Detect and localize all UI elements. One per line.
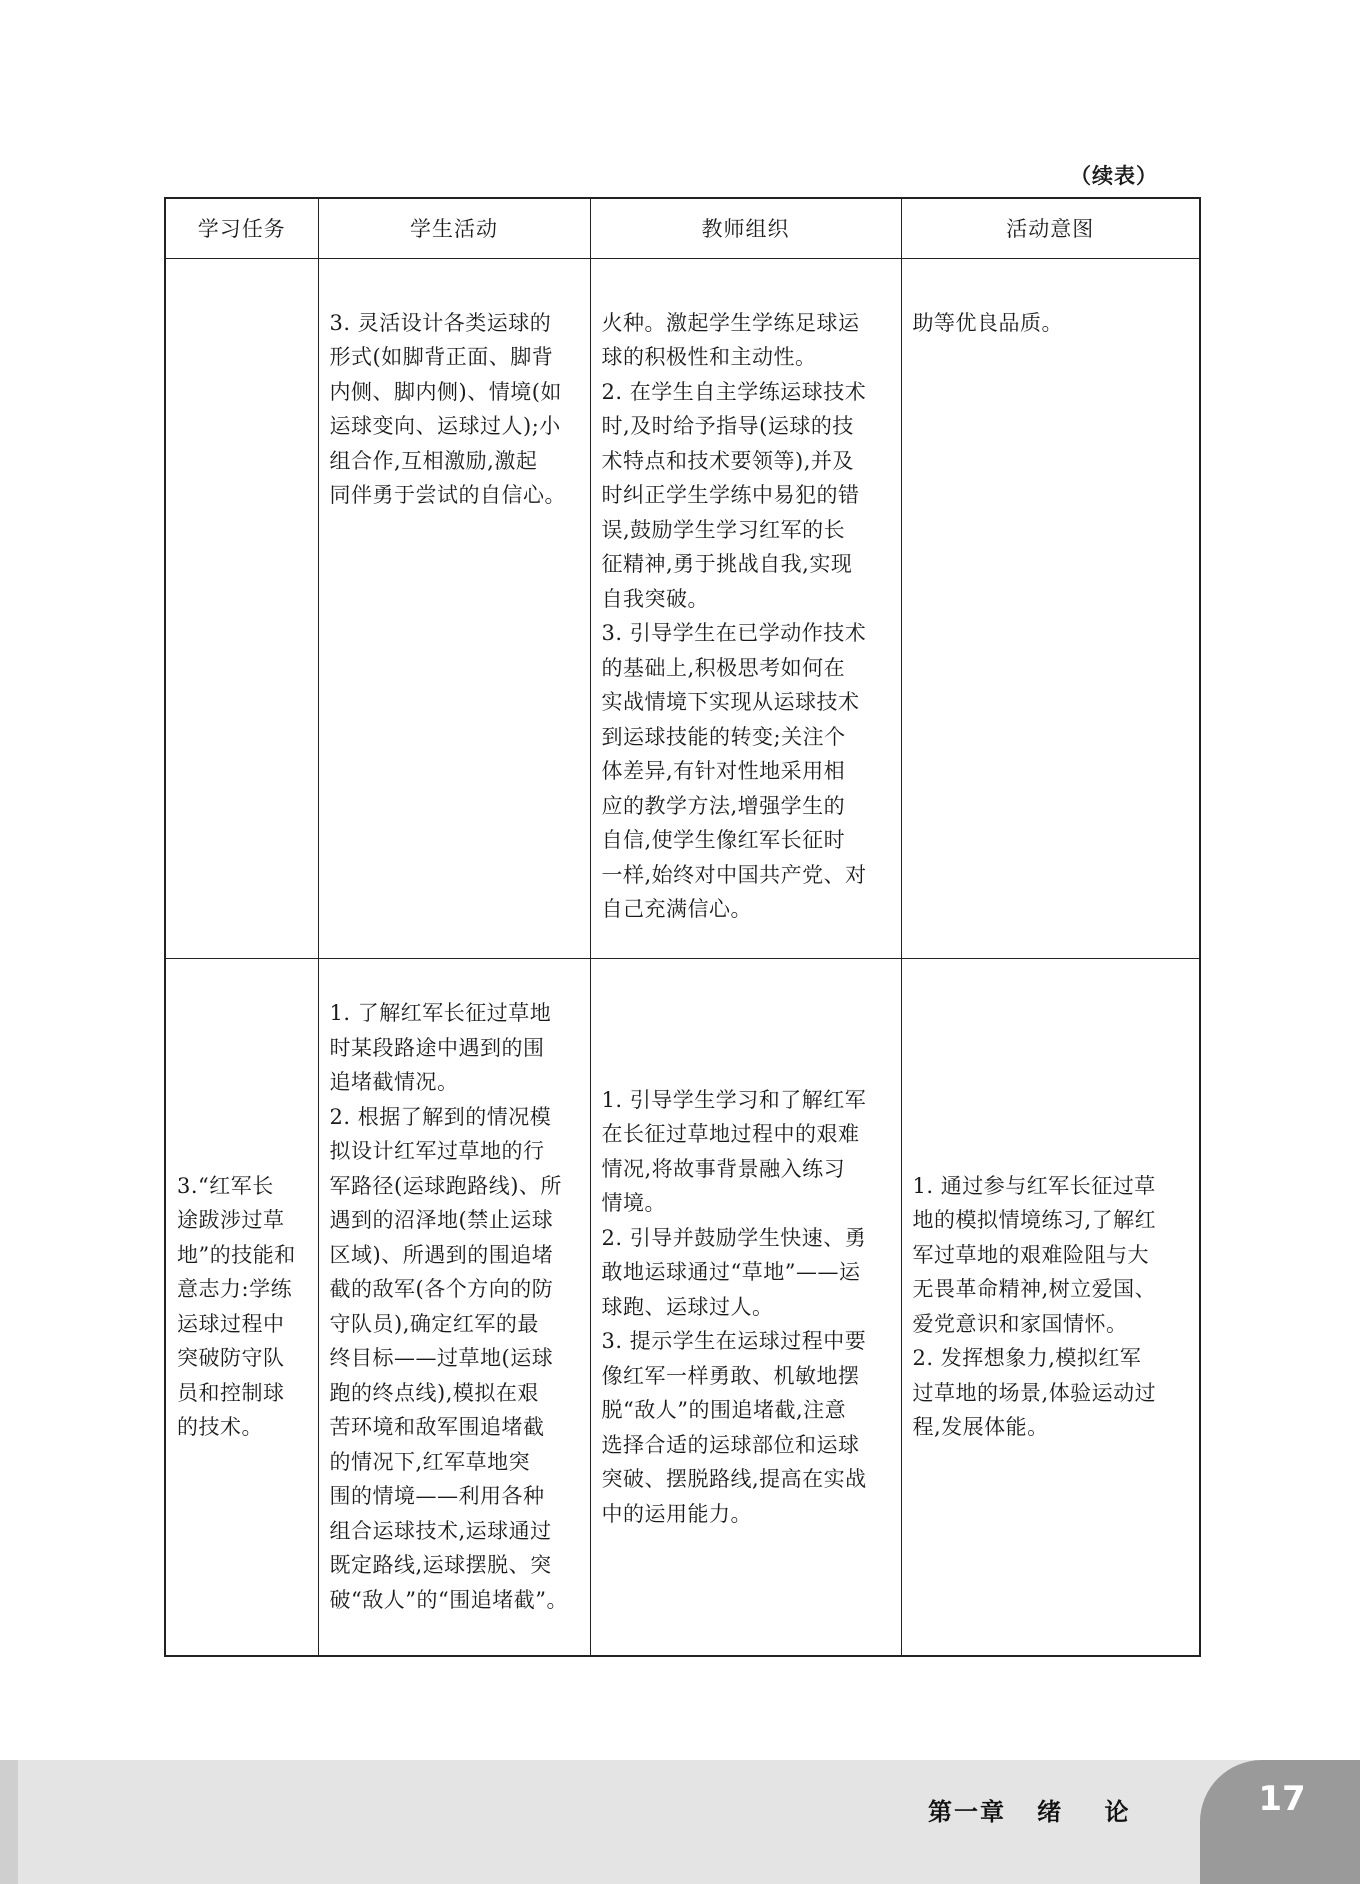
- text-line: 1. 引导学生学习和了解红军: [601, 1087, 867, 1112]
- text-line: 破“敌人”的“围追堵截”。: [329, 1587, 568, 1612]
- text-line: 情境。: [601, 1191, 666, 1215]
- page-number: 17: [1258, 1779, 1306, 1819]
- header-teacher-organization: 教师组织: [590, 198, 901, 258]
- cell-teacher-organization: [590, 958, 901, 1656]
- text-line: 2. 发挥想象力,模拟红军: [912, 1346, 1142, 1371]
- text-line: 军过草地的艰难险阻与大: [912, 1242, 1149, 1267]
- activity-intent-text: [913, 1169, 1189, 1445]
- text-line: 运球变向、运球过人);小: [329, 414, 561, 438]
- text-line: 征精神,勇于挑战自我,实现: [601, 552, 853, 576]
- text-line: 守队员),确定红军的最: [329, 1311, 539, 1336]
- text-line: 追堵截情况。: [329, 1070, 459, 1095]
- text-line: 3.“红军长: [177, 1173, 274, 1198]
- text-line: 程,发展体能。: [912, 1415, 1049, 1440]
- text-line: 的技术。: [177, 1415, 263, 1440]
- text-line: 无畏革命精神,树立爱国、: [912, 1277, 1157, 1302]
- text-line: 术特点和技术要领等),并及: [601, 448, 854, 473]
- text-line: 火种。激起学生学练足球运: [601, 310, 860, 335]
- text-line: 地”的技能和: [177, 1242, 296, 1267]
- text-line: 到运球技能的转变;关注个: [601, 724, 846, 749]
- header-student-activity: 学生活动: [318, 198, 590, 258]
- text-line: 终目标——过草地(运球: [329, 1346, 554, 1371]
- text-line: 跑的终点线),模拟在艰: [329, 1380, 539, 1405]
- text-line: 1. 了解红军长征过草地: [329, 1001, 552, 1026]
- text-line: 突破防守队: [177, 1346, 285, 1371]
- student-activity-text: [330, 996, 579, 1617]
- text-line: 组合运球技术,运球通过: [329, 1518, 552, 1543]
- chapter-title: 第一章 绪 论: [928, 1798, 1131, 1826]
- text-line: 时某段路途中遇到的围: [329, 1035, 545, 1060]
- text-line: 在长征过草地过程中的艰难: [601, 1122, 860, 1146]
- text-line: 情况,将故事背景融入练习: [601, 1156, 846, 1181]
- text-line: 遇到的沼泽地(禁止运球: [329, 1208, 554, 1233]
- text-line: 3. 灵活设计各类运球的: [329, 310, 552, 335]
- learning-task-text: [177, 1169, 307, 1445]
- text-line: 员和控制球: [177, 1380, 285, 1405]
- student-activity-text: [330, 306, 579, 513]
- cell-activity-intent: [901, 258, 1200, 958]
- text-line: 3. 引导学生在已学动作技术: [601, 621, 867, 645]
- cell-activity-intent: [901, 958, 1200, 1656]
- text-line: 自信,使学生像红军长征时: [601, 828, 846, 852]
- text-line: 既定路线,运球摆脱、突: [329, 1553, 552, 1578]
- text-line: 选择合适的运球部位和运球: [601, 1432, 860, 1457]
- footer-band: [0, 1760, 1360, 1884]
- text-line: 脱“敌人”的围追堵截,注意: [601, 1398, 847, 1422]
- text-line: 敢地运球通过“草地”——运: [601, 1260, 861, 1284]
- text-line: 时,及时给予指导(运球的技: [601, 414, 854, 438]
- text-line: 球的积极性和主动性。: [601, 345, 817, 369]
- teacher-organization-text: [602, 1083, 890, 1532]
- text-line: 拟设计红军过草地的行: [329, 1139, 545, 1164]
- lesson-plan-table: [164, 197, 1201, 1657]
- header-learning-task: 学习任务: [165, 198, 318, 258]
- cell-teacher-organization: [590, 258, 901, 958]
- text-line: 体差异,有针对性地采用相: [601, 759, 846, 783]
- text-line: 同伴勇于尝试的自信心。: [329, 483, 566, 507]
- cell-student-activity: [318, 958, 590, 1656]
- header-activity-intent: 活动意图: [901, 198, 1200, 258]
- text-line: 运球过程中: [177, 1311, 285, 1336]
- table-header-row: [165, 198, 1200, 258]
- text-line: 2. 根据了解到的情况模: [329, 1104, 552, 1129]
- text-line: 应的教学方法,增强学生的: [601, 793, 846, 818]
- text-line: 军路径(运球跑路线)、所: [329, 1173, 562, 1198]
- cell-student-activity: [318, 258, 590, 958]
- text-line: 助等优良品质。: [912, 310, 1063, 335]
- cell-learning-task: [165, 958, 318, 1656]
- text-line: 过草地的场景,体验运动过: [912, 1380, 1157, 1405]
- text-line: 苦环境和敌军围追堵截: [329, 1415, 545, 1440]
- text-line: 1. 通过参与红军长征过草: [912, 1173, 1156, 1198]
- activity-intent-text: [913, 306, 1189, 341]
- text-line: 自己充满信心。: [601, 897, 752, 921]
- text-line: 围的情境——利用各种: [329, 1484, 545, 1509]
- text-line: 的基础上,积极思考如何在: [601, 655, 846, 680]
- text-line: 组合作,互相激励,激起: [329, 448, 538, 473]
- text-line: 实战情境下实现从运球技术: [601, 690, 860, 714]
- continued-table-label: （续表）: [1070, 164, 1158, 188]
- text-line: 自我突破。: [601, 586, 709, 611]
- teacher-organization-text: [602, 306, 890, 927]
- text-line: 2. 引导并鼓励学生快速、勇: [601, 1225, 867, 1250]
- text-line: 途跋涉过草: [177, 1208, 285, 1233]
- text-line: 突破、摆脱路线,提高在实战: [601, 1467, 867, 1491]
- text-line: 爱党意识和家国情怀。: [912, 1311, 1128, 1336]
- text-line: 地的模拟情境练习,了解红: [912, 1208, 1157, 1233]
- text-line: 像红军一样勇敢、机敏地摆: [601, 1363, 860, 1388]
- text-line: 3. 提示学生在运球过程中要: [601, 1329, 867, 1353]
- table-row: [165, 958, 1200, 1656]
- table-row: [165, 258, 1200, 958]
- text-line: 区域)、所遇到的围追堵: [329, 1242, 554, 1267]
- text-line: 形式(如脚背正面、脚背: [329, 345, 554, 369]
- text-line: 的情况下,红军草地突: [329, 1449, 531, 1474]
- text-line: 中的运用能力。: [601, 1501, 752, 1526]
- text-line: 截的敌军(各个方向的防: [329, 1277, 554, 1302]
- text-line: 2. 在学生自主学练运球技术: [601, 379, 867, 404]
- text-line: 意志力:学练: [177, 1277, 293, 1302]
- text-line: 时纠正学生学练中易犯的错: [601, 483, 860, 507]
- text-line: 内侧、脚内侧)、情境(如: [329, 379, 562, 404]
- text-line: 一样,始终对中国共产党、对: [601, 862, 867, 887]
- text-line: 球跑、运球过人。: [601, 1294, 774, 1319]
- cell-learning-task: [165, 258, 318, 958]
- text-line: 误,鼓励学生学习红军的长: [601, 517, 846, 542]
- footer-edge: [0, 1760, 18, 1884]
